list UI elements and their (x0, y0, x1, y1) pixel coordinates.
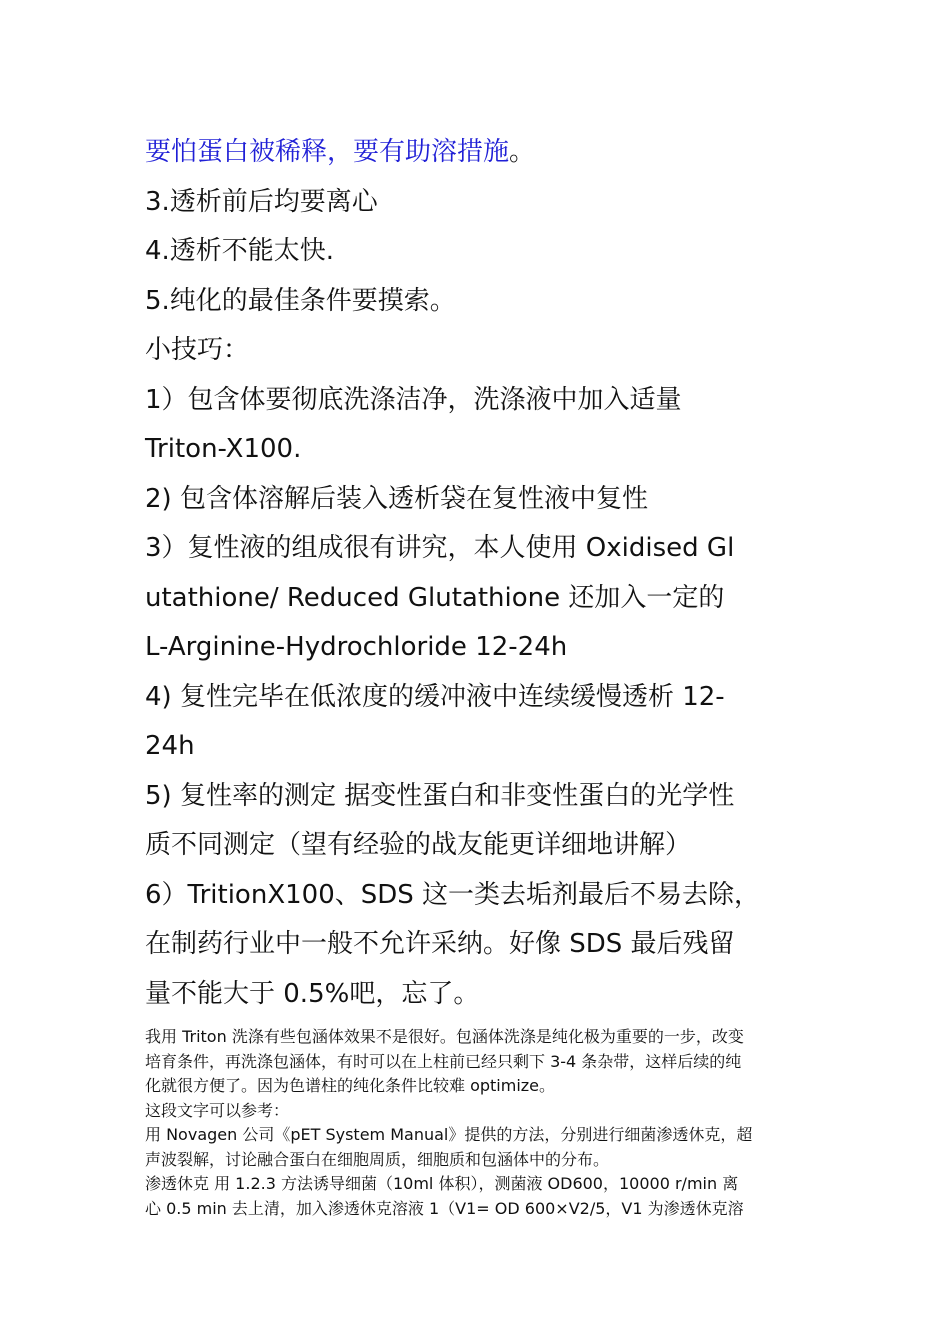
paragraph-line: 量不能大于 0.5%吧，忘了。 (145, 978, 480, 1009)
paragraph-line: 渗透休克 用 1.2.3 方法诱导细菌（10ml 体积），测菌液 OD600，10000 r/min 离 (145, 1174, 739, 1193)
large-text-block (145, 128, 810, 1019)
section-heading: 小技巧： (145, 335, 250, 365)
paragraph-line: 声波裂解，讨论融合蛋白在细胞周质，细胞质和包涵体中的分布。 (145, 1149, 610, 1169)
paragraph-line: 在制药行业中一般不允许采纳。好像 SDS 最后残留 (145, 929, 735, 959)
paragraph-line: 我用 Triton 洗涤有些包涵体效果不是很好。包涵体洗涤是纯化极为重要的一步，改变 (145, 1027, 744, 1046)
paragraph-line: Triton-X100. (145, 434, 302, 464)
paragraph-line: L-Arginine-Hydrochloride 12-24h (145, 632, 568, 662)
paragraph-line: 4) 复性完毕在低浓度的缓冲液中连续缓慢透析 12- (145, 681, 725, 712)
paragraph-line: 4.透析不能太快. (145, 236, 335, 266)
paragraph-line: 6）TritionX100、SDS 这一类去垢剂最后不易去除， (145, 879, 761, 910)
paragraph-line: 化就很方便了。因为色谱柱的纯化条件比较难 optimize。 (145, 1076, 556, 1095)
paragraph-line: 用 Novagen 公司《pET System Manual》提供的方法，分别进行细菌渗透休克，超 (145, 1125, 753, 1144)
paragraph-line: 心 0.5 min 去上清，加入渗透休克溶液 1（V1= OD 600×V2/5，V1 为渗透休克溶 (145, 1198, 744, 1218)
paragraph-line (145, 128, 810, 178)
document-page (145, 128, 810, 1221)
paragraph-line: utathione/ Reduced Glutathione 还加入一定的 (145, 582, 725, 613)
paragraph-line: 5) 复性率的测定 据变性蛋白和非变性蛋白的光学性 (145, 780, 735, 811)
paragraph-line: 5.纯化的最佳条件要摸索。 (145, 285, 456, 316)
paragraph-line: 2) 包含体溶解后装入透析袋在复性液中复性 (145, 483, 648, 514)
small-text-block (145, 1025, 810, 1221)
highlighted-text: 要怕蛋白被稀释，要有助溶措施 (145, 137, 510, 167)
paragraph-line: 培育条件，再洗涤包涵体，有时可以在上柱前已经只剩下 3-4 条杂带，这样后续的纯 (145, 1051, 742, 1071)
paragraph-line: 1）包含体要彻底洗涤洁净，洗涤液中加入适量 (145, 384, 682, 415)
paragraph-line: 3.透析前后均要离心 (145, 186, 378, 217)
paragraph-line: 质不同测定（望有经验的战友能更详细地讲解） (145, 830, 692, 860)
paragraph-line: 3）复性液的组成很有讲究，本人使用 Oxidised Gl (145, 533, 735, 563)
paragraph-line: 24h (145, 731, 195, 761)
paragraph-text: 。 (509, 137, 536, 167)
paragraph-line: 这段文字可以参考： (145, 1100, 290, 1120)
